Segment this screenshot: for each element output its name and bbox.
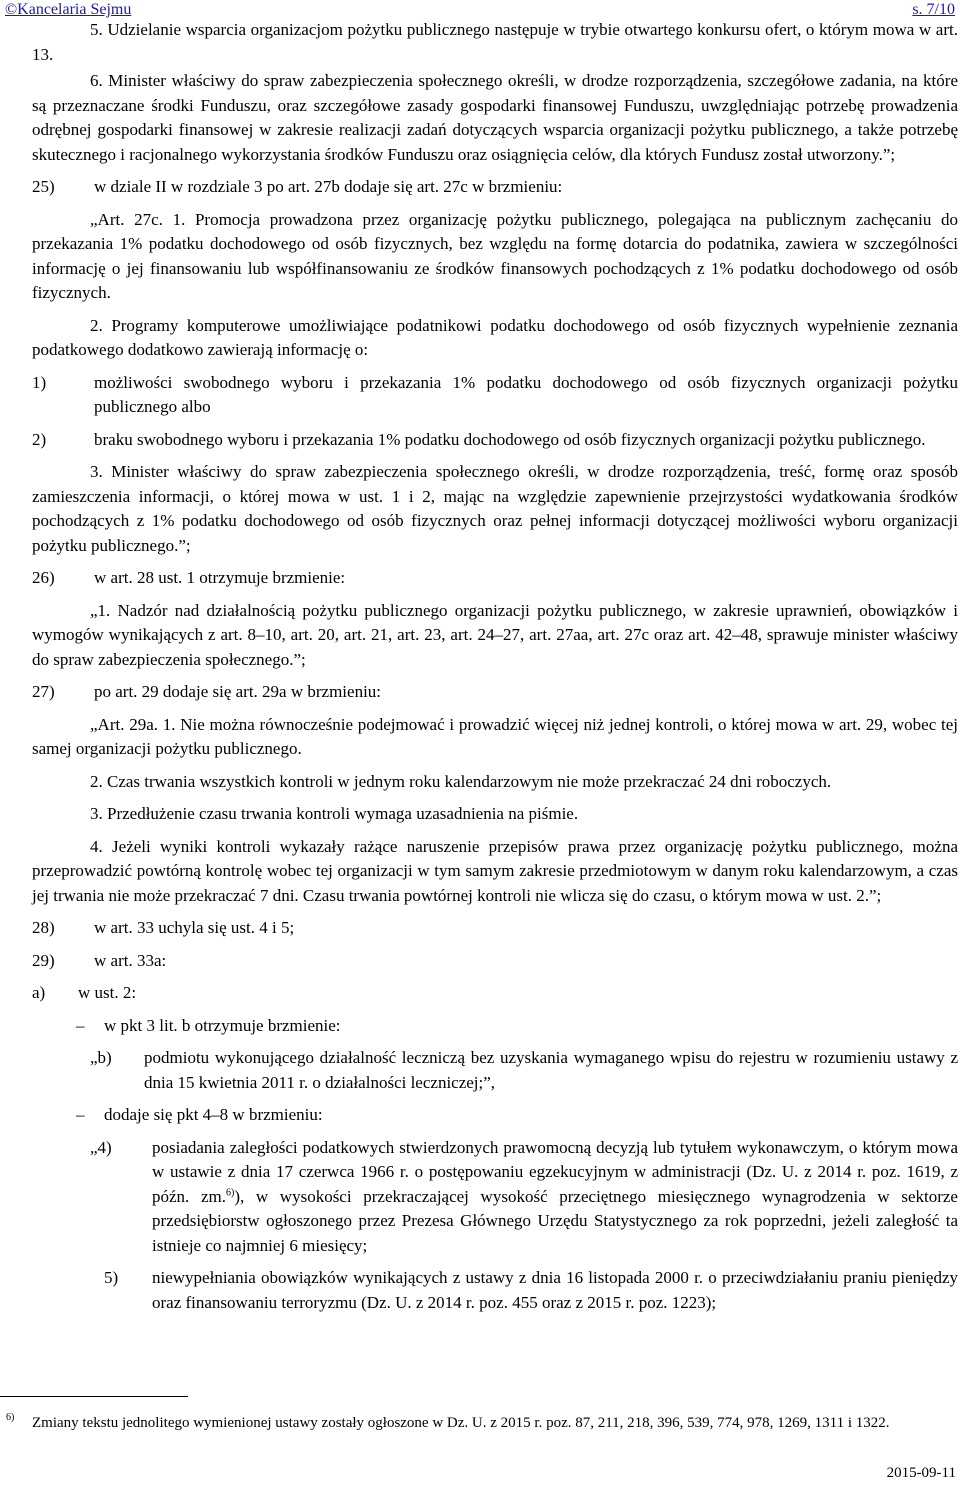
item-text: posiadania zaległości podatkowych stwierdzonych prawomocną decyzją lub tytułem wykonawczym, o którym mowa w ustawie z dnia 17 czerwca 1966 r. o postępowaniu egzekucyjnym w administracji (Dz. U. z 2014 r. poz. 1619, z późn. zm. bbox=[152, 1137, 958, 1206]
list-item bbox=[32, 371, 958, 420]
amendment-item-29 bbox=[32, 949, 958, 974]
item-number: 1) bbox=[32, 372, 47, 392]
item-text: braku swobodnego wyboru i przekazania 1% podatku dochodowego od osób fizycznych organizacji pożytku publicznego. bbox=[94, 429, 926, 449]
footnote-mark: 6) bbox=[6, 1412, 15, 1423]
item-number: 29) bbox=[32, 950, 55, 970]
paragraph-5: 5. Udzielanie wsparcia organizacjom pożytku publicznego następuje w trybie otwartego konkursu ofert, o którym mowa w art. 13. bbox=[32, 20, 958, 64]
amendment-item-25 bbox=[32, 175, 958, 200]
amendment-item-28 bbox=[32, 916, 958, 941]
quote-pkt-5 bbox=[32, 1266, 958, 1315]
item-number: 25) bbox=[32, 177, 55, 196]
item-text: niewypełniania obowiązków wynikających z ustawy z dnia 16 listopada 2000 r. o przeciwdziałaniu praniu pieniędzy oraz finansowaniu terroryzmu (Dz. U. z 2014 r. poz. 455 oraz z 2015 r. poz. 1223); bbox=[152, 1268, 958, 1312]
page-number: s. 7/10 bbox=[912, 1, 955, 18]
item-text: w ust. 2: bbox=[78, 983, 137, 1002]
footnote-separator bbox=[0, 1396, 188, 1397]
source-link[interactable]: ©Kancelaria Sejmu bbox=[5, 1, 132, 18]
amendment-item-27 bbox=[32, 680, 958, 705]
art-28-paragraph-1: „1. Nadzór nad działalnością pożytku publicznego organizacji pożytku publicznego, w zakresie uprawnień, obowiązków i wymogów wynikających z art. 8–10, art. 20, art. 21, art. 23, art. 24–27, art. 27aa, art. 27c oraz art. 42–48, sprawuje minister właściwy do spraw zabezpieczenia społecznego.”; bbox=[32, 600, 958, 669]
art-29a-paragraph-2: 2. Czas trwania wszystkich kontroli w jednym roku kalendarzowym nie może przekraczać 24 dni roboczych. bbox=[90, 771, 832, 791]
item-text: podmiotu wykonującego działalność leczniczą bez uzyskania wymaganego wpisu do rejestru w rozumieniu ustawy z dnia 15 kwietnia 2011 r. o działalności leczniczej;”, bbox=[144, 1048, 958, 1092]
item-text: w art. 28 ust. 1 otrzymuje brzmienie: bbox=[94, 568, 346, 587]
art-27c-paragraph-3: 3. Minister właściwy do spraw zabezpieczenia społecznego określi, w drodze rozporządzenia, treść, formę oraz sposób zamieszczenia informacji, o której mowa w ust. 1 i 2, mając na względzie zapewnienie przejrzystości wydatkowania środków pochodzących z 1% podatku dochodowego od osób fizycznych oraz pełnej informacji dotyczącej możliwości wyboru organizacji pożytku publicznego.”; bbox=[32, 462, 958, 555]
item-text: dodaje się pkt 4–8 w brzmieniu: bbox=[104, 1105, 323, 1124]
item-text: w pkt 3 lit. b otrzymuje brzmienie: bbox=[104, 1015, 341, 1035]
quote-pkt-4 bbox=[32, 1136, 958, 1259]
dash-marker: – bbox=[76, 1015, 85, 1035]
item-number: 26) bbox=[32, 568, 55, 587]
item-text: w art. 33 uchyla się ust. 4 i 5; bbox=[94, 918, 295, 937]
article-title: „Art. 27c. bbox=[90, 209, 163, 229]
art-27c-paragraph-1 bbox=[32, 208, 958, 306]
item-text: w art. 33a: bbox=[94, 950, 167, 970]
document-body bbox=[32, 18, 958, 1315]
item-text: po art. 29 dodaje się art. 29a w brzmieniu: bbox=[94, 682, 382, 701]
art-29a-paragraph-3: 3. Przedłużenie czasu trwania kontroli wymaga uzasadnienia na piśmie. bbox=[90, 804, 579, 823]
footnote-reference[interactable]: 6) bbox=[225, 1186, 235, 1198]
art-29a-paragraph-4: 4. Jeżeli wyniki kontroli wykazały rażące naruszenie przepisów prawa przez organizację pożytku publicznego, można przeprowadzić powtórną kontrolę wobec tej organizacji w tym samym zakresie przedmiotowym w danym roku kalendarzowym, a czas jej trwania nie może przekraczać 7 dni. Czasu trwania powtórnej kontroli nie wlicza się do czasu, o którym mowa w ust. 2.”; bbox=[32, 836, 958, 905]
item-number: 27) bbox=[32, 682, 55, 701]
item-letter: a) bbox=[32, 983, 46, 1002]
amendment-subitem-a bbox=[32, 981, 958, 1006]
art-27c-paragraph-2: 2. Programy komputerowe umożliwiające podatnikowi podatku dochodowego od osób fizycznych wypełnienie zeznania podatkowego dodatkowo zawierają informację o: bbox=[32, 315, 958, 359]
footnote-text: Zmiany tekstu jednolitego wymienionej ustawy zostały ogłoszone w Dz. U. z 2015 r. poz. 87, 211, 218, 396, 539, 774, 978, 1269, 1311 i 1322. bbox=[32, 1415, 890, 1431]
art-29a-paragraph-1: „Art. 29a. 1. Nie można równocześnie podejmować i prowadzić więcej niż jednej kontroli, o której mowa w art. 29, wobec tej samej organizacji pożytku publicznego. bbox=[32, 714, 958, 758]
dash-item-pkt-4-8 bbox=[32, 1103, 958, 1128]
item-text-continued: ), w wysokości przekraczającej wysokość przeciętnego miesięcznego wynagrodzenia w sektorze przedsiębiorstw ogłoszonego przez Prezesa Głównego Urzędu Statystycznego za rok poprzedni, jeżeli zaległość ta istnieje co najmniej 6 miesięcy; bbox=[152, 1186, 958, 1255]
paragraph-text: 1. Promocja prowadzona przez organizację pożytku publicznego, polegająca na publicznym zachęcaniu do przekazania 1% podatku dochodowego od osób fizycznych, bez względu na formę dotarcia do podatnika, zawiera w szczególności informację o jej finansowaniu lub współfinansowaniu ze środków finansowych pochodzących z 1% podatku dochodowego od osób fizycznych. bbox=[32, 209, 959, 302]
item-text: w dziale II w rozdziale 3 po art. 27b dodaje się art. 27c w brzmieniu: bbox=[94, 177, 563, 196]
document-date: 2015-09-11 bbox=[886, 1465, 956, 1481]
footnote bbox=[0, 1413, 958, 1434]
item-text: możliwości swobodnego wyboru i przekazania 1% podatku dochodowego od osób fizycznych organizacji pożytku publicznego albo bbox=[94, 372, 958, 416]
dash-item-pkt-3 bbox=[32, 1014, 958, 1039]
item-number: 5) bbox=[104, 1268, 119, 1287]
item-number: „4) bbox=[90, 1137, 112, 1157]
amendment-item-26 bbox=[32, 566, 958, 591]
item-letter: „b) bbox=[90, 1048, 112, 1067]
quote-lit-b bbox=[32, 1046, 958, 1095]
paragraph-6: 6. Minister właściwy do spraw zabezpieczenia społecznego określi, w drodze rozporządzenia, szczegółowe zadania, na które są przeznaczane środki Funduszu, oraz szczegółowe zasady gospodarki finansowej Funduszu, uwzględniając potrzebę prowadzenia odrębnej gospodarki finansowej w zakresie realizacji zadań dotyczących wsparcia organizacji pożytku publicznego, a także potrzebę skutecznego i racjonalnego wykorzystania środków Funduszu oraz osiągnięcia celów, dla których Fundusz został utworzony.”; bbox=[32, 71, 958, 164]
item-number: 28) bbox=[32, 918, 55, 937]
item-number: 2) bbox=[32, 429, 47, 449]
dash-marker: – bbox=[76, 1105, 85, 1124]
list-item bbox=[32, 428, 958, 453]
